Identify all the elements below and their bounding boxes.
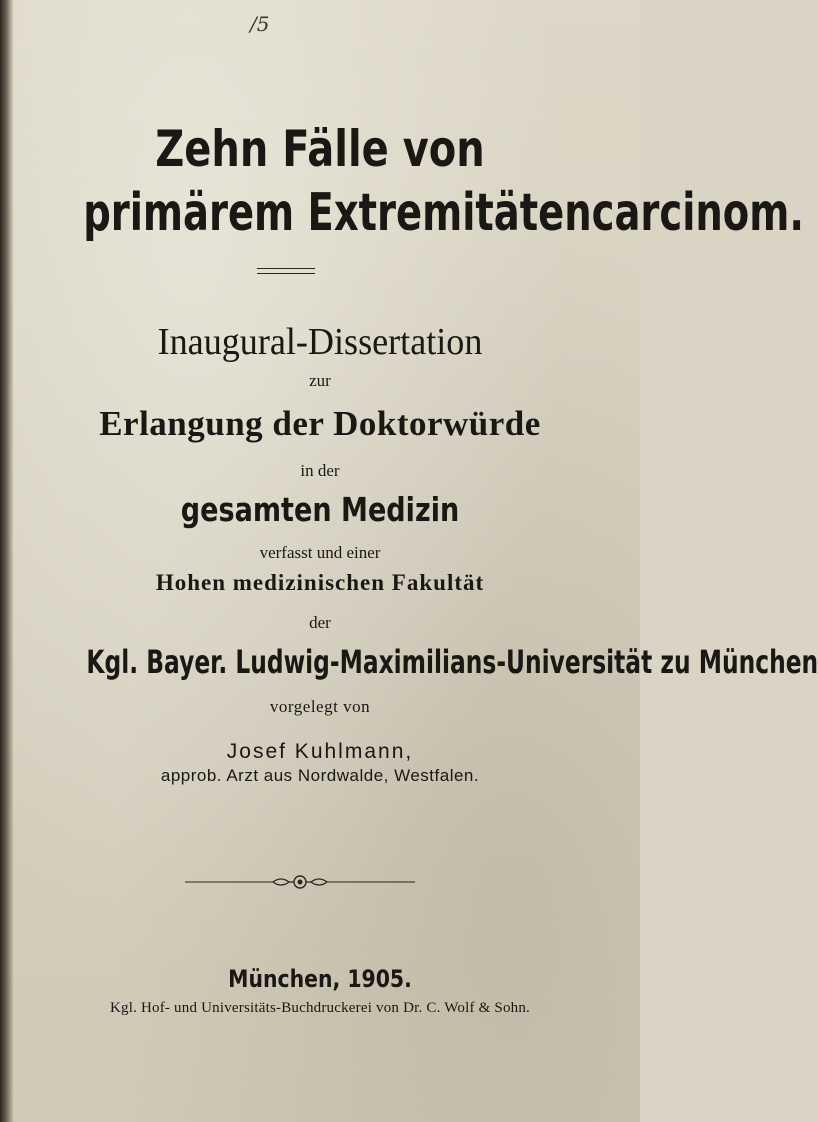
connector-zur: zur: [309, 371, 331, 390]
place-year: München, 1905.: [228, 965, 412, 993]
author-credentials: approb. Arzt aus Nordwalde, Westfalen.: [160, 766, 480, 785]
title-line-1: Zehn Fälle von: [155, 120, 485, 178]
printer-line: Kgl. Hof- und Universitäts-Buchdruckerei von Dr. C. Wolf & Sohn.: [109, 1000, 530, 1016]
presented-by-line: vorgelegt von: [269, 697, 371, 716]
double-rule-divider: [257, 268, 315, 274]
faculty-line: Hohen medizinischen Fakultät: [155, 570, 485, 595]
connector-der: der: [309, 613, 331, 632]
connector-in-der: in der: [300, 461, 340, 480]
purpose-line: Erlangung der Doktorwürde: [99, 404, 541, 443]
submitted-line: verfasst und einer: [259, 543, 381, 562]
title-line-2: primärem Extremitätencarcinom.: [83, 183, 804, 243]
field-line: gesamten Medizin: [180, 490, 460, 529]
page-mark: /5: [250, 12, 270, 36]
author-name: Josef Kuhlmann,: [226, 740, 414, 763]
dissertation-type: Inaugural-Dissertation: [157, 321, 483, 363]
ornament-divider: [185, 872, 415, 892]
university-line: Kgl. Bayer. Ludwig-Maximilians-Universität zu München: [86, 643, 818, 681]
